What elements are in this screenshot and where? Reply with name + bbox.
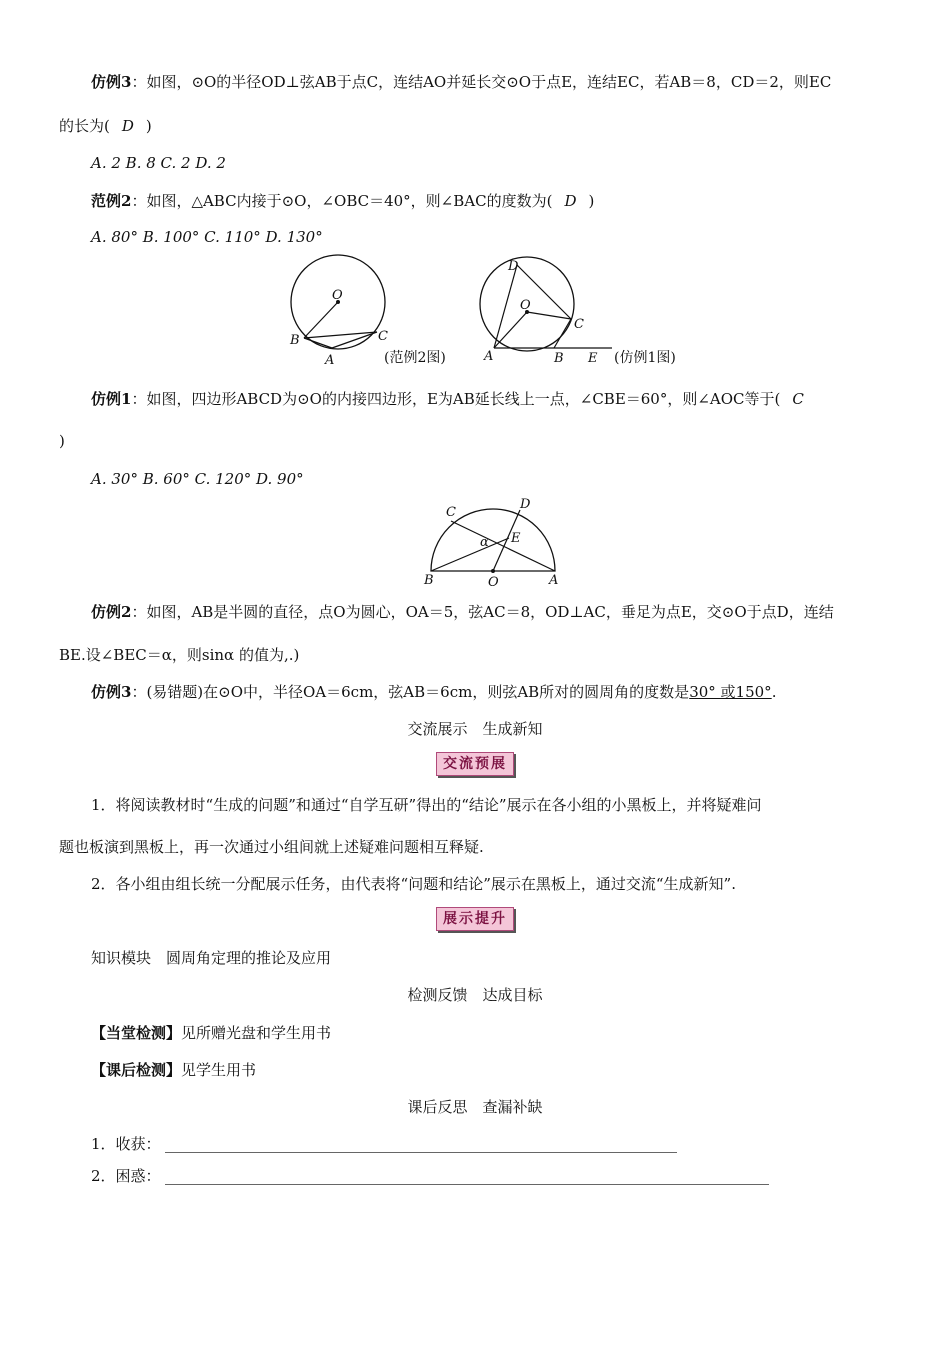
- gain-label: 1．收获：: [91, 1135, 161, 1153]
- check-label: 【当堂检测】: [91, 1024, 182, 1042]
- model-example-2-question: [91, 191, 594, 211]
- label-B: B: [290, 333, 300, 348]
- label-O: O: [332, 288, 343, 303]
- section-heading-check: 检测反馈 达成目标: [407, 986, 543, 1004]
- example-label: 仿例1: [91, 390, 132, 408]
- question-text: ：如图，AB是半圆的直径，点O为圆心，OA＝5，弦AC＝8，OD⊥AC，垂足为点E，交⊙O于点D，连结: [131, 603, 834, 621]
- in-class-check: [91, 1023, 331, 1043]
- label-E: E: [588, 351, 598, 366]
- label-B2: B: [554, 351, 564, 366]
- answer: D: [564, 192, 577, 210]
- caption-right: (仿例1图): [614, 350, 676, 366]
- answer: D: [121, 117, 134, 135]
- label-C2: C: [574, 317, 584, 332]
- gain-blank[interactable]: [165, 1138, 677, 1153]
- instruction-1-cont: 题也板演到黑板上，再一次通过小组间就上述疑难问题相互释疑.: [59, 838, 484, 856]
- question-text: ：如图，四边形ABCD为⊙O的内接四边形，E为AB延长线上一点，∠CBE＝60°，则∠AOC等于(: [131, 390, 781, 408]
- model-example-2-options: A. 80° B. 100° C. 110° D. 130°: [91, 228, 323, 246]
- check-label: 【课后检测】: [91, 1061, 182, 1079]
- question-text: ：如图，△ABC内接于⊙O，∠OBC＝40°，则∠BAC的度数为(: [131, 192, 553, 210]
- label-C: C: [446, 505, 456, 520]
- close-paren-line: ): [59, 432, 65, 450]
- example-label: 仿例2: [91, 603, 132, 621]
- badge-wrap-2: [0, 907, 950, 931]
- instruction-2: 2．各小组由组长统一分配展示任务，由代表将“问题和结论”展示在黑板上，通过交流“生成新知”.: [91, 875, 736, 893]
- label-D: D: [508, 259, 519, 274]
- imitation-3-question: [91, 682, 776, 702]
- label-D: D: [520, 497, 531, 512]
- label-O2: O: [520, 298, 531, 313]
- label-C: C: [378, 329, 388, 344]
- label-A: A: [549, 573, 559, 588]
- answer: C: [792, 390, 804, 408]
- question-text-cont: 的长为(: [59, 117, 110, 135]
- instruction-1: 1．将阅读教材时“生成的问题”和通过“自学互研”得出的“结论”展示在各小组的小黑板上，并将疑难问: [91, 796, 762, 814]
- label-E: E: [511, 531, 521, 546]
- doubt-blank[interactable]: [165, 1170, 769, 1185]
- imitation-2-question-cont: BE.设∠BEC＝α，则sinα 的值为,.): [59, 646, 300, 664]
- figure-semicircle: [418, 496, 568, 588]
- gain-line: [91, 1134, 677, 1154]
- figure-circles: [280, 252, 720, 377]
- question-text: ：如图，⊙O的半径OD⊥弦AB于点C，连结AO并延长交⊙O于点E，连结EC，若AB＝8，CD＝2，则EC: [131, 73, 832, 91]
- section-heading-reflect: 课后反思 查漏补缺: [407, 1098, 543, 1116]
- example-3-options: A. 2 B. 8 C. 2 D. 2: [91, 154, 226, 172]
- close-paren: ): [588, 192, 595, 210]
- label-B: B: [424, 573, 434, 588]
- example-label: 仿例3: [91, 683, 132, 701]
- imitation-2-question: [91, 602, 834, 622]
- example-3-question: [91, 72, 831, 92]
- doubt-label: 2．困惑：: [91, 1167, 161, 1185]
- badge-show-improve: 展示提升: [436, 907, 514, 931]
- badge-wrap: [0, 752, 950, 776]
- example-label: 范例2: [91, 192, 132, 210]
- label-A2: A: [484, 349, 494, 364]
- knowledge-module: 知识模块 圆周角定理的推论及应用: [91, 949, 332, 967]
- check-text: 见所赠光盘和学生用书: [181, 1024, 332, 1042]
- label-A: A: [325, 353, 335, 368]
- label-O: O: [488, 575, 499, 588]
- label-alpha: α: [480, 535, 489, 550]
- check-text: 见学生用书: [181, 1061, 257, 1079]
- example-3-question-cont: [59, 116, 152, 136]
- section-heading-exchange: 交流展示 生成新知: [407, 720, 543, 738]
- question-text: ：(易错题)在⊙O中，半径OA＝6cm，弦AB＝6cm，则弦AB所对的圆周角的度数是: [131, 683, 690, 701]
- caption-left: (范例2图): [384, 350, 446, 366]
- answer: 30° 或150°: [689, 683, 772, 701]
- after-class-check: [91, 1060, 256, 1080]
- imitation-1-question: [91, 389, 816, 409]
- period: .: [771, 683, 777, 701]
- badge-exchange-preview: 交流预展: [436, 752, 514, 776]
- imitation-1-options: A. 30° B. 60° C. 120° D. 90°: [91, 470, 304, 488]
- example-label: 仿例3: [91, 73, 132, 91]
- close-paren: ): [145, 117, 152, 135]
- doubt-line: [91, 1166, 769, 1186]
